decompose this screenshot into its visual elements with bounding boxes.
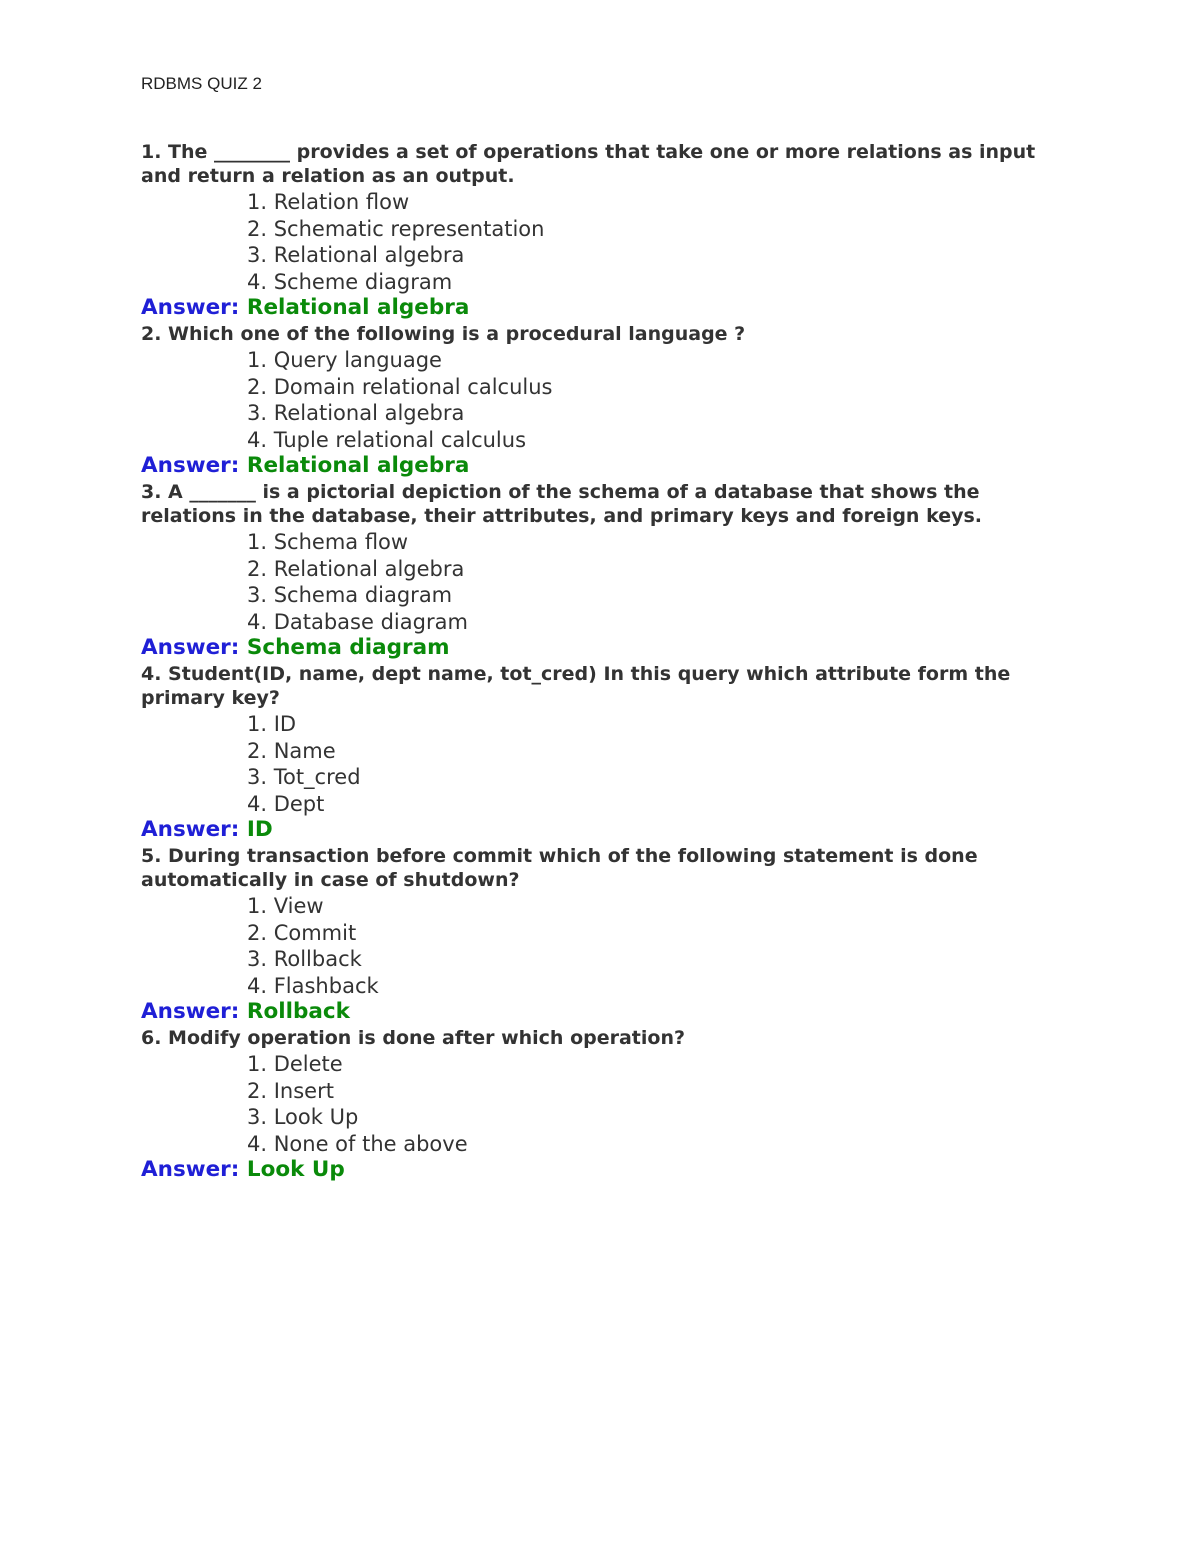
- answer-label: Answer:: [141, 817, 240, 842]
- question-block-4: [141, 662, 1071, 843]
- option-item: 2. Relational algebra: [247, 556, 465, 581]
- question-block-2: [141, 322, 1071, 479]
- question-block-3: [141, 480, 1071, 661]
- option-item: 3. Tot_cred: [247, 765, 361, 789]
- option-item: 4. Dept: [247, 791, 325, 816]
- option-item: 1. Query language: [247, 348, 442, 372]
- option-item: 4. Database diagram: [247, 609, 468, 634]
- option-list: [141, 189, 1071, 295]
- option-list: [141, 1051, 1071, 1157]
- option-item: 1. View: [247, 894, 324, 918]
- question-text: 6. Modify operation is done after which operation?: [141, 1027, 685, 1049]
- answer-label: Answer:: [141, 999, 240, 1024]
- answer-label: Answer:: [141, 1157, 240, 1182]
- option-item: 2. Insert: [247, 1078, 334, 1103]
- option-item: 1. ID: [247, 712, 297, 736]
- option-item: 3. Relational algebra: [247, 243, 465, 267]
- answer-value: Relational algebra: [246, 295, 470, 320]
- answer-line: [141, 295, 1071, 321]
- option-item: 1. Schema flow: [247, 530, 409, 554]
- option-item: 4. Flashback: [247, 973, 379, 998]
- option-item: 3. Look Up: [247, 1105, 359, 1129]
- answer-value: Rollback: [246, 999, 350, 1024]
- question-text: 3. A _______ is a pictorial depiction of the schema of a database that shows the relations in the database, their attributes, and primary keys and foreign keys.: [141, 481, 983, 527]
- answer-value: Schema diagram: [246, 635, 450, 660]
- answer-value: Look Up: [246, 1157, 345, 1182]
- option-item: 2. Domain relational calculus: [247, 374, 553, 399]
- answer-line: [141, 635, 1071, 661]
- answer-value: ID: [246, 817, 273, 842]
- option-item: 3. Rollback: [247, 947, 362, 971]
- option-item: 1. Delete: [247, 1052, 343, 1076]
- answer-line: [141, 1157, 1071, 1183]
- answer-value: Relational algebra: [246, 453, 470, 478]
- option-item: 1. Relation flow: [247, 190, 410, 214]
- option-item: 2. Schematic representation: [247, 216, 545, 241]
- option-list: [141, 529, 1071, 635]
- option-item: 4. Scheme diagram: [247, 269, 453, 294]
- question-text: 4. Student(ID, name, dept name, tot_cred) In this query which attribute form the primary key?: [141, 663, 1011, 709]
- option-item: 2. Name: [247, 738, 336, 763]
- option-list: [141, 893, 1071, 999]
- question-text: 2. Which one of the following is a procedural language ?: [141, 323, 746, 345]
- page-header: RDBMS QUIZ 2: [141, 74, 262, 93]
- answer-line: [141, 817, 1071, 843]
- question-text: 5. During transaction before commit which of the following statement is done automatically in case of shutdown?: [141, 845, 978, 891]
- option-item: 3. Schema diagram: [247, 583, 453, 607]
- option-list: [141, 711, 1071, 817]
- question-block-1: [141, 140, 1071, 321]
- quiz-content: [141, 140, 1071, 1184]
- answer-line: [141, 453, 1071, 479]
- option-item: 4. None of the above: [247, 1131, 468, 1156]
- option-item: 2. Commit: [247, 920, 357, 945]
- answer-label: Answer:: [141, 635, 240, 660]
- question-block-6: [141, 1026, 1071, 1183]
- answer-label: Answer:: [141, 453, 240, 478]
- option-list: [141, 347, 1071, 453]
- answer-line: [141, 999, 1071, 1025]
- option-item: 3. Relational algebra: [247, 401, 465, 425]
- question-text: 1. The ________ provides a set of operations that take one or more relations as input and return a relation as an output.: [141, 141, 1036, 187]
- question-block-5: [141, 844, 1071, 1025]
- answer-label: Answer:: [141, 295, 240, 320]
- option-item: 4. Tuple relational calculus: [247, 427, 527, 452]
